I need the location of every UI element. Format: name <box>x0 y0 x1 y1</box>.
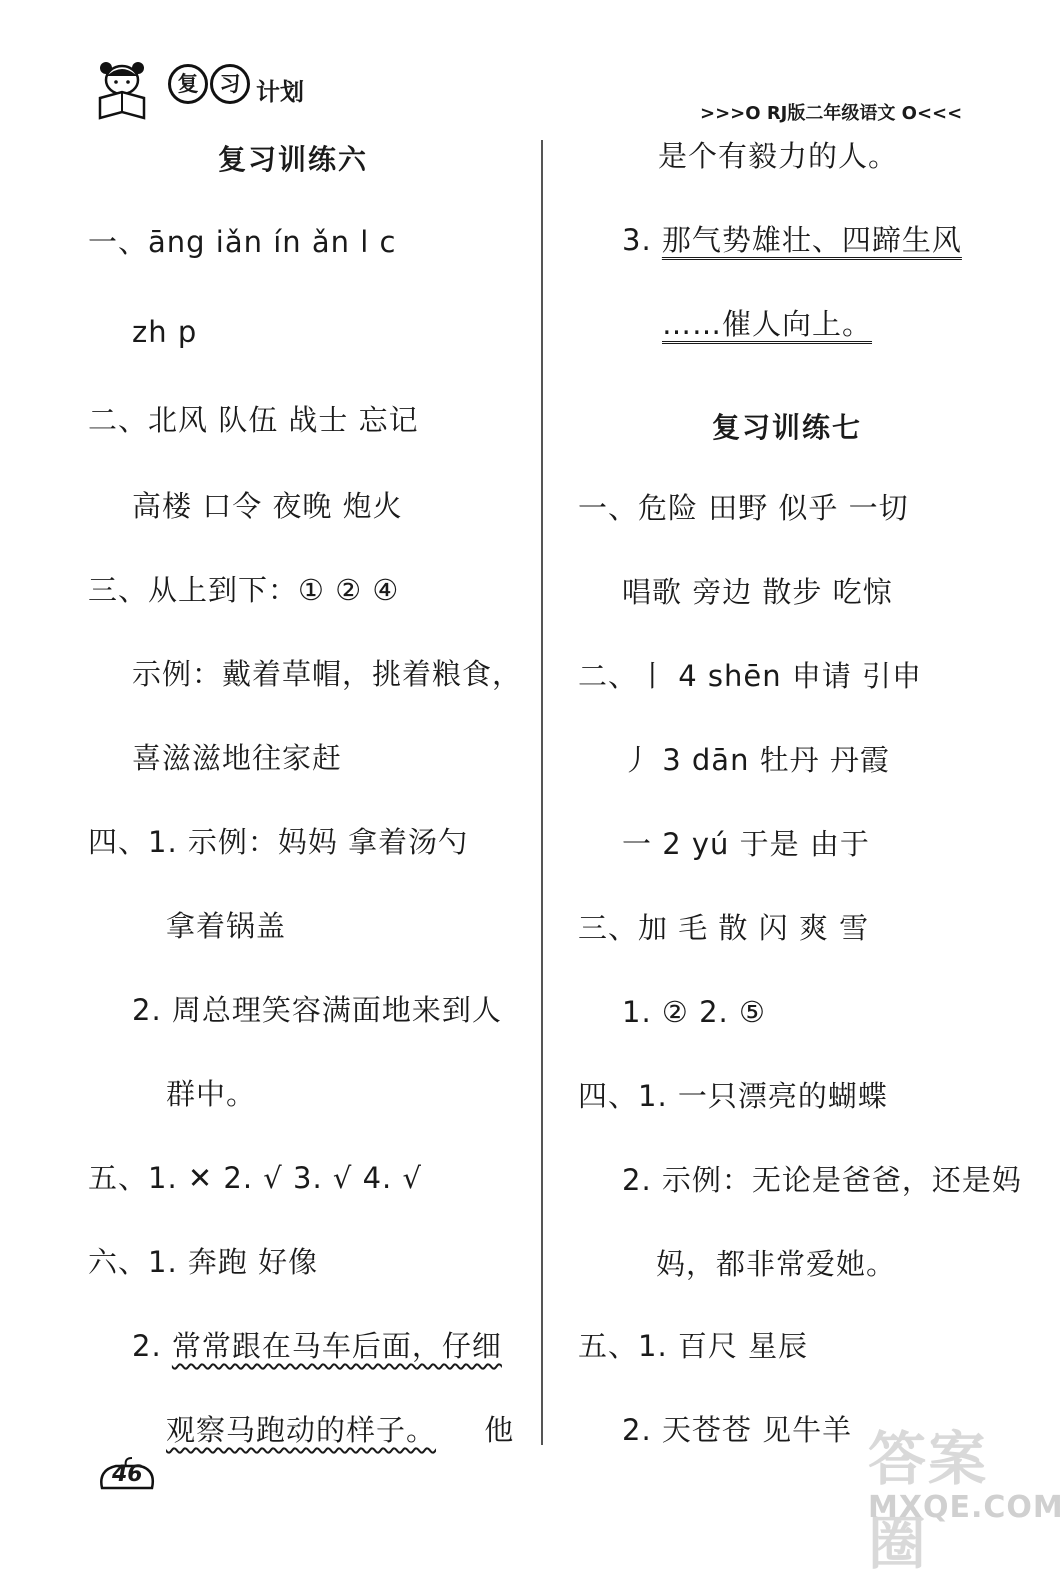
left-item2-answer-1: 常常跟在马车后面，仔细 <box>171 1329 502 1363</box>
right-item3-answer-1: 那气势雄壮、四蹄生风 <box>661 223 962 257</box>
left-line-7: 喜滋滋地往家赶 <box>132 741 343 775</box>
page-number: 46 <box>112 1462 143 1487</box>
book-label: >>>O RJ版二年级语文 O<<< <box>700 103 963 124</box>
left-item2-tail: 他 <box>484 1413 515 1447</box>
right-line-3: 二、丨 4 shēn 申请 引申 <box>578 659 923 693</box>
left-item2-prefix: 2. <box>132 1329 172 1363</box>
header-logo <box>92 58 312 122</box>
left-section-title: 复习训练六 <box>218 143 369 176</box>
right-item3-prefix: 3. <box>622 223 662 257</box>
watermark-logo: 答案圈 <box>868 1425 989 1577</box>
column-divider <box>541 140 543 1445</box>
right-line-4: 丿 3 dān 牡丹 丹霞 <box>622 743 890 777</box>
right-line-5: 一 2 yú 于是 由于 <box>622 827 870 861</box>
left-item2-row2 <box>166 1410 514 1450</box>
right-item3-row2 <box>662 304 872 344</box>
left-line-1: 一、āng iǎn ín ǎn l c <box>88 225 397 259</box>
left-line-8: 四、1. 示例：妈妈 拿着汤勺 <box>88 825 469 859</box>
right-line-10: 妈，都非常爱她。 <box>656 1247 897 1281</box>
right-cont-line: 是个有毅力的人。 <box>658 139 899 173</box>
left-line-6: 示例：戴着草帽，挑着粮食， <box>132 657 523 691</box>
left-item2-answer-2: 观察马跑动的样子。 <box>166 1413 437 1447</box>
logo-badge-1: 复 <box>168 64 208 104</box>
left-line-13: 六、1. 奔跑 好像 <box>88 1245 319 1279</box>
left-line-10: 2. 周总理笑容满面地来到人 <box>132 993 502 1027</box>
right-line-9: 2. 示例：无论是爸爸，还是妈 <box>622 1163 1022 1197</box>
right-line-1: 一、危险 田野 似乎 一切 <box>578 491 909 525</box>
right-line-11: 五、1. 百尺 星辰 <box>578 1329 809 1363</box>
left-line-5: 三、从上到下：① ② ④ <box>88 573 400 607</box>
left-line-3: 二、北风 队伍 战士 忘记 <box>88 403 419 437</box>
left-line-4: 高楼 口令 夜晚 炮火 <box>132 489 403 523</box>
left-line-12: 五、1. ✕ 2. √ 3. √ 4. √ <box>88 1161 422 1195</box>
right-item3-answer-2: ……催人向上。 <box>662 307 873 341</box>
right-line-6: 三、加 毛 散 闪 爽 雪 <box>578 911 870 945</box>
watermark-url: MXQE.COM <box>868 1490 1064 1525</box>
right-line-8: 四、1. 一只漂亮的蝴蝶 <box>578 1079 888 1113</box>
left-item2-row1 <box>132 1326 502 1366</box>
logo-text: 计划 <box>256 78 304 106</box>
left-line-2: zh p <box>132 315 198 349</box>
girl-reading-icon <box>92 58 154 122</box>
logo-badge-2: 习 <box>210 64 250 104</box>
left-line-11: 群中。 <box>166 1077 257 1111</box>
right-line-12: 2. 天苍苍 见牛羊 <box>622 1413 853 1447</box>
left-line-9: 拿着锅盖 <box>166 909 287 943</box>
right-line-2: 唱歌 旁边 散步 吃惊 <box>622 575 893 609</box>
right-item3-row1 <box>622 220 962 260</box>
right-line-7: 1. ② 2. ⑤ <box>622 995 766 1029</box>
right-section-title: 复习训练七 <box>712 411 863 444</box>
